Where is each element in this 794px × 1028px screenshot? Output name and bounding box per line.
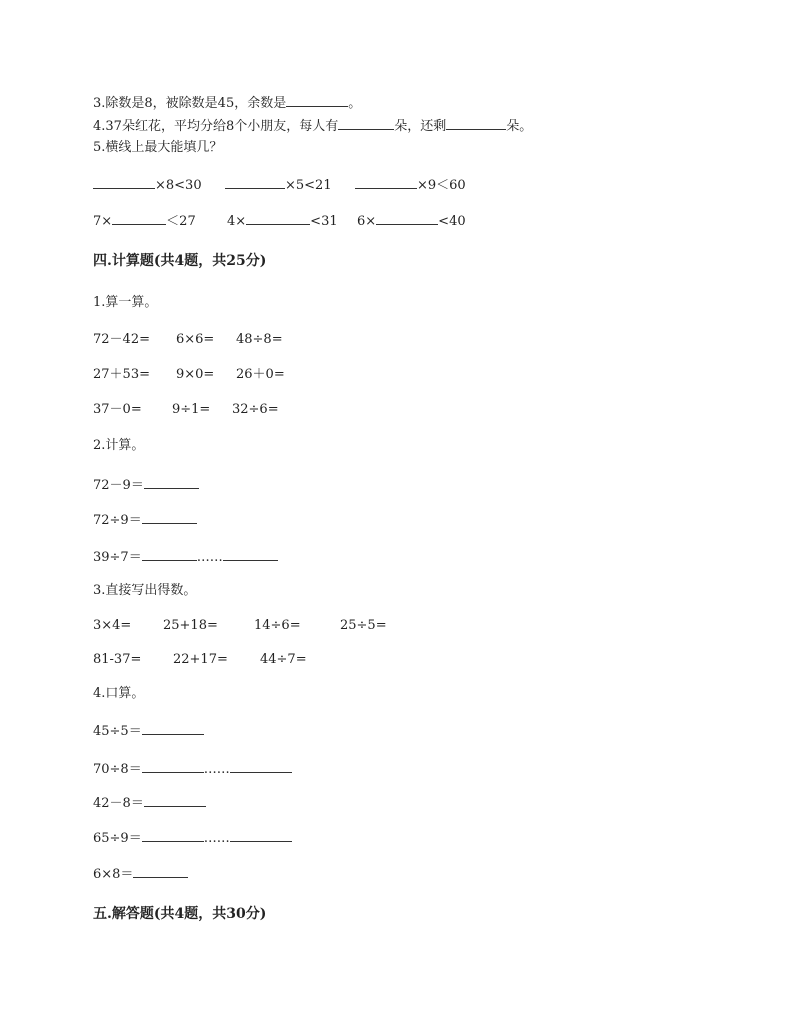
calc-item: 9×0= [176, 367, 215, 382]
answer-blank-remain[interactable] [446, 117, 506, 130]
calc-item: 14÷6= [254, 618, 301, 633]
remainder-dots: …… [196, 550, 223, 565]
calc-item: 32÷6= [232, 402, 279, 417]
calc-item: 72－42= [93, 332, 150, 347]
calc-item: 44÷7= [260, 652, 307, 667]
answer-blank[interactable] [93, 176, 155, 189]
calc-item: 6×8＝ [93, 865, 188, 883]
question-4-2-title: 2.计算。 [93, 438, 145, 453]
answer-blank[interactable] [225, 176, 285, 189]
calc-item: 70÷8＝ …… [93, 760, 292, 778]
question-3-5-title: 5.横线上最大能填几？ [93, 140, 223, 155]
calc-item: 6×6= [176, 332, 215, 347]
calc-item: 42－8＝ [93, 794, 206, 812]
quotient-blank[interactable] [142, 548, 197, 561]
question-text-end: 。 [348, 96, 362, 111]
remainder-dots: …… [203, 762, 230, 777]
answer-blank-each[interactable] [338, 117, 394, 130]
question-text: 3.除数是8，被除数是45，余数是 [93, 96, 287, 111]
inequality-item: ×9＜60 [355, 176, 466, 194]
section-4-heading: 四.计算题(共4题，共25分) [93, 253, 267, 269]
section-5-heading: 五.解答题(共4题，共30分) [93, 906, 267, 922]
answer-blank[interactable] [133, 865, 188, 878]
calc-item: 39÷7＝ …… [93, 548, 278, 566]
question-4-3-title: 3.直接写出得数。 [93, 583, 197, 598]
quotient-blank[interactable] [142, 760, 204, 773]
calc-item: 48÷8= [236, 332, 283, 347]
answer-blank[interactable] [144, 794, 206, 807]
calc-item: 81-37= [93, 652, 142, 667]
quotient-blank[interactable] [142, 829, 204, 842]
remainder-dots: …… [203, 831, 230, 846]
remainder-blank[interactable] [230, 829, 292, 842]
calc-item: 9÷1= [172, 402, 211, 417]
answer-blank[interactable] [142, 722, 204, 735]
inequality-item: ×5<21 [225, 176, 332, 194]
inequality-item: 4× <31 [227, 214, 338, 229]
inequality-item: 7× ＜27 [93, 214, 196, 229]
question-text: 4.37朵红花，平均分给8个小朋友，每人有 [93, 119, 339, 134]
question-3-3 [93, 94, 361, 112]
calc-item: 25÷5= [340, 618, 387, 633]
question-text-end: 朵。 [506, 119, 533, 134]
question-text-mid: 朵，还剩 [394, 119, 447, 134]
question-4-1-title: 1.算一算。 [93, 295, 158, 310]
inequality-item: 6× <40 [357, 214, 466, 229]
answer-blank[interactable] [142, 511, 197, 524]
calc-item: 45÷5＝ [93, 722, 204, 740]
calc-item: 72÷9＝ [93, 511, 197, 529]
calc-item: 26＋0= [236, 367, 285, 382]
answer-blank[interactable] [246, 212, 310, 225]
calc-item: 25+18= [163, 618, 218, 633]
remainder-blank[interactable] [230, 760, 292, 773]
calc-item: 27＋53= [93, 367, 150, 382]
calc-item: 22+17= [173, 652, 228, 667]
answer-blank[interactable] [144, 476, 199, 489]
calc-item: 37－0= [93, 402, 142, 417]
answer-blank[interactable] [355, 176, 417, 189]
calc-item: 72－9＝ [93, 476, 199, 494]
calc-item: 65÷9＝ …… [93, 829, 292, 847]
answer-blank[interactable] [112, 212, 166, 225]
answer-blank[interactable] [376, 212, 438, 225]
inequality-item: ×8<30 [93, 176, 202, 194]
remainder-blank[interactable] [223, 548, 278, 561]
calc-item: 3×4= [93, 618, 132, 633]
answer-blank[interactable] [286, 94, 348, 107]
question-4-4-title: 4.口算。 [93, 686, 145, 701]
question-3-4 [93, 117, 532, 135]
